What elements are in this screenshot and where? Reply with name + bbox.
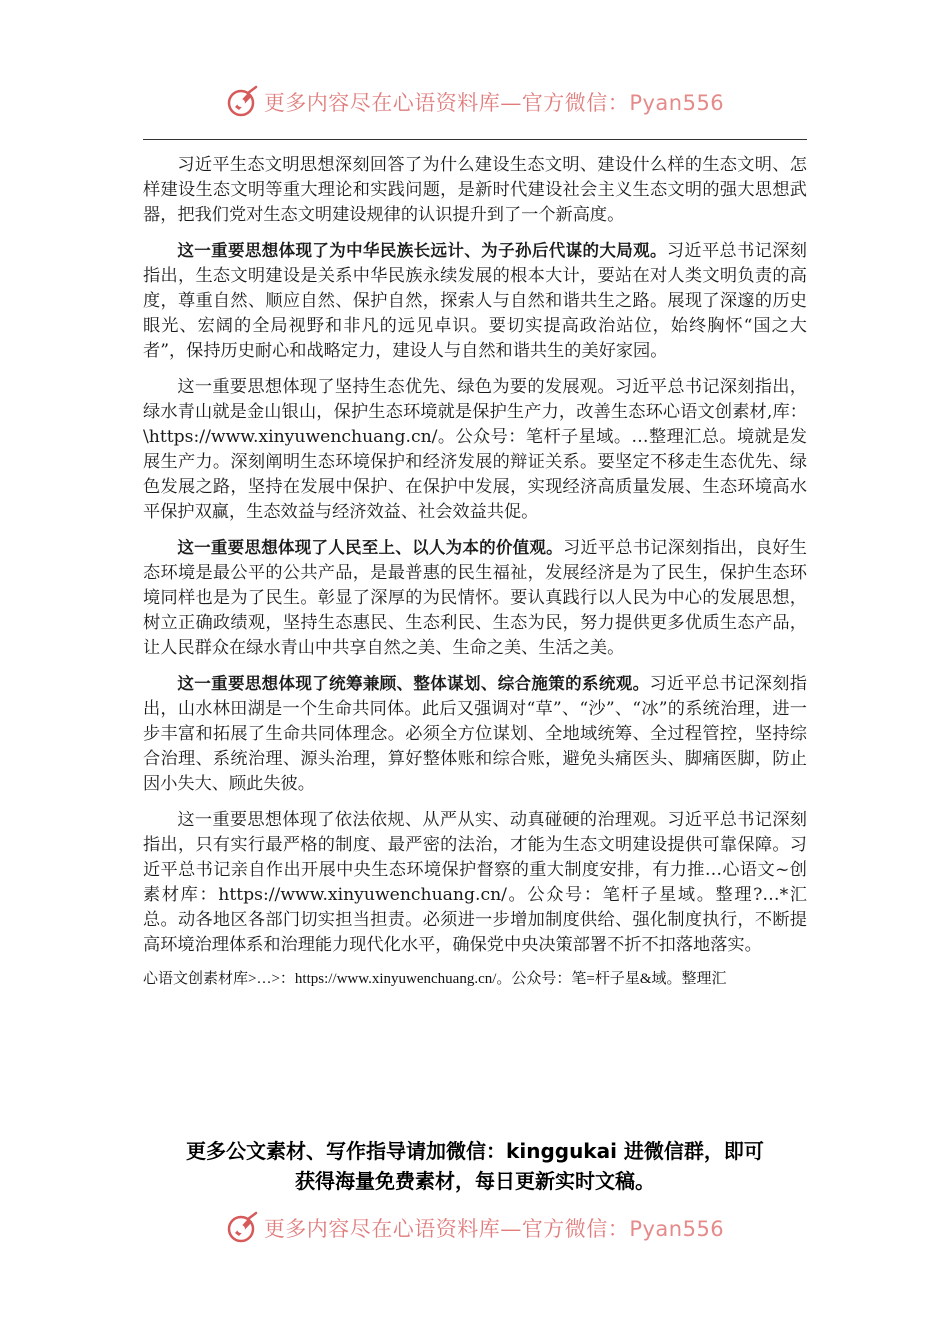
brand-separator: — [500, 1217, 522, 1241]
promo-line-2: 获得海量免费素材，每日更新实时文稿。 [295, 1169, 655, 1193]
paragraph-lead: 这一重要思想体现了人民至上、以人为本的价值观。 [177, 538, 563, 557]
pen-logo-icon [226, 85, 260, 119]
brand-title: 更多内容尽在心语资料库 [263, 91, 501, 115]
paragraph-text: 这一重要思想体现了坚持生态优先、绿色为要的发展观。习近平总书记深刻指出，绿水青山就是金山银山，保护生态环境就是保护生产力，改善生态环心语文创素材,库：\https://www.xinyuwenchuang.cn/。公众号：笔杆子星域。…整理汇总。境就是发展生产力。深刻阐明生态环境保护和经济发展的辩证关系。要坚定不移走生态优先、绿色发展之路，坚持在发展中保护、在保护中发展，实现经济高质量发展、生态环境高水平保护双赢，生态效益与经济效益、社会效益共促。 [143, 377, 807, 522]
footer-brand [0, 1208, 950, 1248]
promo-line-1: 更多公文素材、写作指导请加微信：kinggukai 进微信群，即可 [186, 1139, 764, 1163]
paragraph [143, 374, 807, 525]
brand-line [264, 87, 724, 117]
article-body [143, 152, 807, 990]
paragraph-lead: 这一重要思想体现了为中华民族长远计、为子孙后代谋的大局观。 [177, 241, 667, 260]
paragraph [143, 152, 807, 228]
paragraph [143, 535, 807, 661]
promo-notice [120, 1136, 830, 1196]
pen-logo-icon [226, 1211, 260, 1245]
paragraph-text: 这一重要思想体现了依法依规、从严从实、动真碰硬的治理观。习近平总书记深刻指出，只有实行最严格的制度、最严密的法治，才能为生态文明建设提供可靠保障。习近平总书记亲自作出开展中央生态环境保护督察的重大制度安排，有力推…心语文~创素材库：https://www.xinyuwenchuang.cn/。公众号：笔杆子星域。整理?…*汇总。动各地区各部门切实担当担责。必须进一步增加制度供给、强化制度执行，不断提高环境治理体系和治理能力现代化水平，确保党中央决策部署不折不扣落地落实。 [143, 810, 807, 955]
header-brand [0, 82, 950, 122]
paragraph-text: 习近平总书记深刻指出，生态文明建设是关系中华民族永续发展的根本大计，要站在对人类文明负责的高度，尊重自然、顺应自然、保护自然，探索人与自然和谐共生之路。展现了深邃的历史眼光、宏阔的全局视野和非凡的远见卓识。要切实提高政治站位，始终胸怀“国之大者”，保持历史耐心和战略定力，建设人与自然和谐共生的美好家园。 [143, 241, 807, 361]
paragraph-text: 习近平总书记深刻指出，良好生态环境是最公平的公共产品，是最普惠的民生福祉，发展经济是为了民生，保护生态环境同样也是为了民生。彰显了深厚的为民情怀。要认真践行以人民为中心的发展思想，树立正确政绩观，坚持生态惠民、生态利民、生态为民，努力提供更多优质生态产品，让人民群众在绿水青山中共享自然之美、生命之美、生活之美。 [143, 538, 807, 658]
paragraph-text: 习近平总书记深刻指出，山水林田湖是一个生命共同体。此后又强调对“草”、“沙”、“冰”的系统治理，进一步丰富和拓展了生命共同体理念。必须全方位谋划、全地域统筹、全过程管控，坚持综合治理、系统治理、源头治理，算好整体账和综合账，避免头痛医头、脚痛医脚，防止因小失大、顾此失彼。 [143, 674, 807, 794]
paragraph [143, 671, 807, 797]
paragraph-lead: 这一重要思想体现了统筹兼顾、整体谋划、综合施策的系统观。 [177, 674, 650, 693]
brand-separator: — [500, 91, 522, 115]
paragraph-text: 习近平生态文明思想深刻回答了为什么建设生态文明、建设什么样的生态文明、怎样建设生态文明等重大理论和实践问题，是新时代建设社会主义生态文明的强大思想武器，把我们党对生态文明建设规律的认识提升到了一个新高度。 [143, 155, 807, 225]
brand-wechat-id: Pyan556 [629, 91, 725, 115]
brand-official: 官方微信： [521, 1217, 630, 1241]
header-divider [143, 139, 807, 140]
brand-title: 更多内容尽在心语资料库 [263, 1217, 501, 1241]
brand-line [264, 1213, 724, 1243]
brand-wechat-id: Pyan556 [629, 1217, 725, 1241]
source-line: 心语文创素材库>…>：https://www.xinyuwenchuang.cn/。公众号：笔=杆子星&域。整理汇 [143, 971, 727, 987]
brand-official: 官方微信： [521, 91, 630, 115]
paragraph [143, 807, 807, 958]
paragraph [143, 238, 807, 364]
